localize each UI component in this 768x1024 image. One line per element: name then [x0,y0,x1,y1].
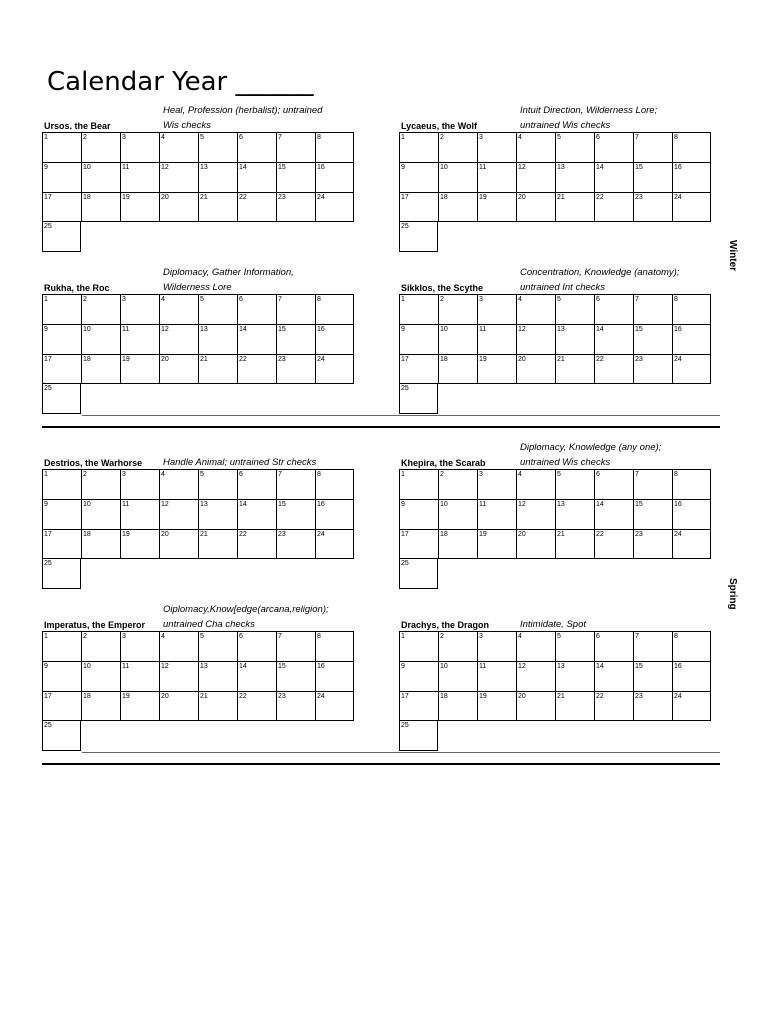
day-cell[interactable]: 21 [555,691,594,721]
skills-line-1: Intuit Direction, Wilderness Lore; [520,105,658,116]
day-cell[interactable]: 4 [159,132,198,162]
day-cell[interactable]: 12 [159,499,198,529]
day-grid [399,469,711,589]
skills-line-2: untrained Wis checks [520,120,611,131]
day-cell[interactable]: 15 [276,661,315,691]
day-cell[interactable]: 3 [120,469,159,499]
day-cell[interactable]: 5 [198,469,237,499]
skills-line-1: Diplomacy, Knowledge (any one); [520,442,662,453]
day-cell[interactable]: 8 [315,469,354,499]
god-name: Lycaeus, the Wolf [401,121,478,131]
day-cell[interactable]: 5 [555,294,594,324]
day-cell[interactable]: 5 [198,294,237,324]
day-cell[interactable]: 18 [438,354,477,384]
day-cell[interactable]: 3 [477,469,516,499]
skills-line-1: Concentration, Knowledge (anatomy); [520,267,680,278]
day-cell[interactable]: 16 [315,661,354,691]
day-cell[interactable]: 7 [276,631,315,661]
day-cell[interactable]: 4 [516,631,555,661]
day-cell[interactable]: 22 [237,529,276,559]
day-cell[interactable]: 10 [81,324,120,354]
day-cell[interactable]: 24 [672,529,711,559]
day-cell[interactable]: 18 [438,529,477,559]
day-cell[interactable]: 1 [42,631,81,661]
day-cell[interactable]: 17 [42,354,81,384]
day-cell[interactable]: 23 [633,192,672,222]
skills-line-2: Wis checks [163,120,211,131]
day-25-row [42,721,354,751]
week-row [399,631,711,661]
day-cell[interactable]: 2 [81,469,120,499]
god-name: Drachys, the Dragon [401,620,490,630]
day-cell[interactable]: 9 [399,661,438,691]
day-cell[interactable]: 7 [633,631,672,661]
day-cell[interactable]: 25 [42,222,81,252]
day-cell[interactable]: 1 [42,469,81,499]
day-cell[interactable]: 9 [399,324,438,354]
calendar-block [399,602,719,754]
skills-line-2: Wilderness Lore [163,282,232,293]
day-grid [42,294,354,414]
winter-row2-baseline [82,415,720,416]
day-cell[interactable]: 15 [276,324,315,354]
day-cell[interactable]: 8 [315,132,354,162]
god-name: Destrios, the Warhorse [44,458,143,468]
day-cell[interactable]: 24 [315,354,354,384]
day-cell[interactable]: 21 [555,192,594,222]
week-row [42,162,354,192]
day-cell[interactable]: 21 [198,354,237,384]
day-25-row [42,222,354,252]
day-cell[interactable]: 19 [477,354,516,384]
day-cell[interactable]: 21 [198,529,237,559]
day-cell[interactable]: 13 [198,162,237,192]
day-cell[interactable]: 21 [555,529,594,559]
day-cell[interactable]: 4 [516,469,555,499]
day-cell[interactable]: 23 [276,354,315,384]
day-cell[interactable]: 22 [237,192,276,222]
day-cell[interactable]: 3 [120,132,159,162]
day-cell[interactable]: 10 [438,661,477,691]
day-cell[interactable]: 8 [315,631,354,661]
day-grid [42,631,354,751]
day-cell[interactable]: 16 [672,499,711,529]
day-cell[interactable]: 11 [477,499,516,529]
day-cell[interactable]: 6 [594,469,633,499]
day-cell[interactable]: 17 [399,192,438,222]
day-cell[interactable]: 25 [42,721,81,751]
day-cell[interactable]: 15 [633,324,672,354]
calendar-block [399,265,719,417]
day-cell[interactable]: 12 [159,162,198,192]
skills-line-2: untrained Wis checks [520,457,611,468]
day-cell[interactable]: 11 [120,324,159,354]
day-cell[interactable]: 2 [81,132,120,162]
day-cell[interactable]: 6 [237,631,276,661]
week-row [399,324,711,354]
day-cell[interactable]: 1 [42,132,81,162]
day-cell[interactable]: 8 [315,294,354,324]
day-grid [399,294,711,414]
day-cell[interactable]: 5 [555,469,594,499]
day-cell[interactable]: 5 [555,132,594,162]
day-cell[interactable]: 3 [477,631,516,661]
day-cell[interactable]: 7 [276,294,315,324]
skills-line-1: Oiplomacy,Know[edge(arcana,religion); [163,604,329,615]
day-cell[interactable]: 12 [516,324,555,354]
day-cell[interactable]: 25 [399,384,438,414]
day-cell[interactable]: 17 [399,691,438,721]
day-cell[interactable]: 3 [477,132,516,162]
day-cell[interactable]: 25 [399,721,438,751]
day-cell[interactable]: 16 [315,499,354,529]
day-cell[interactable]: 7 [276,469,315,499]
week-row [42,661,354,691]
day-cell[interactable]: 20 [516,691,555,721]
day-cell[interactable]: 1 [399,631,438,661]
day-cell[interactable]: 11 [477,324,516,354]
day-grid [42,132,354,252]
calendar-block [399,440,719,592]
day-cell[interactable]: 21 [555,354,594,384]
day-cell[interactable]: 9 [42,661,81,691]
day-cell[interactable]: 16 [315,324,354,354]
skills-line-1: Heal, Profession (herbalist); untrained [163,105,323,116]
day-cell[interactable]: 18 [81,192,120,222]
day-cell[interactable]: 10 [438,162,477,192]
season-label-spring: Spring [727,578,738,610]
day-25-row [399,384,711,414]
day-cell[interactable]: 11 [120,499,159,529]
week-row [399,469,711,499]
skills-line-2: Handle Animal; untrained Str checks [163,457,317,468]
calendar-block [42,440,362,592]
day-25-row [399,222,711,252]
day-cell[interactable]: 20 [159,529,198,559]
day-cell[interactable]: 11 [120,162,159,192]
week-row [399,294,711,324]
day-cell[interactable]: 19 [120,192,159,222]
day-cell[interactable]: 4 [516,294,555,324]
day-cell[interactable]: 7 [633,469,672,499]
day-cell[interactable]: 2 [438,294,477,324]
day-cell[interactable]: 13 [555,661,594,691]
day-cell[interactable]: 5 [555,631,594,661]
god-name: Ursos. the Bear [44,121,111,131]
season-label-winter: Winter [727,240,738,272]
week-row [42,529,354,559]
day-cell[interactable]: 14 [237,499,276,529]
day-cell[interactable]: 25 [399,559,438,589]
day-grid [399,132,711,252]
day-cell[interactable]: 9 [42,324,81,354]
day-cell[interactable]: 13 [198,499,237,529]
day-cell[interactable]: 22 [237,354,276,384]
day-cell[interactable]: 18 [81,529,120,559]
day-cell[interactable]: 1 [399,469,438,499]
god-name: Rukha, the Roc [44,283,110,293]
week-row [42,324,354,354]
day-cell[interactable]: 14 [594,661,633,691]
day-cell[interactable]: 9 [399,162,438,192]
day-cell[interactable]: 17 [399,354,438,384]
day-25-row [42,559,354,589]
day-cell[interactable]: 18 [81,354,120,384]
day-cell[interactable]: 16 [315,162,354,192]
week-row [42,469,354,499]
day-cell[interactable]: 19 [477,529,516,559]
day-cell[interactable]: 20 [516,529,555,559]
day-cell[interactable]: 6 [237,132,276,162]
day-cell[interactable]: 17 [42,691,81,721]
day-cell[interactable]: 25 [42,559,81,589]
day-cell[interactable]: 13 [198,324,237,354]
day-cell[interactable]: 20 [516,354,555,384]
day-cell[interactable]: 19 [477,192,516,222]
day-cell[interactable]: 13 [555,499,594,529]
calendar-block [42,602,362,754]
day-cell[interactable]: 7 [276,132,315,162]
day-cell[interactable]: 8 [672,132,711,162]
day-cell[interactable]: 9 [42,499,81,529]
week-row [399,162,711,192]
week-row [399,691,711,721]
day-cell[interactable]: 8 [672,294,711,324]
day-cell[interactable]: 9 [42,162,81,192]
day-cell[interactable]: 3 [477,294,516,324]
day-cell[interactable]: 7 [633,294,672,324]
week-row [42,631,354,661]
day-cell[interactable]: 14 [237,324,276,354]
day-cell[interactable]: 12 [159,661,198,691]
day-cell[interactable]: 1 [399,294,438,324]
day-cell[interactable]: 22 [594,529,633,559]
week-row [399,499,711,529]
day-cell[interactable]: 16 [672,324,711,354]
day-cell[interactable]: 12 [516,499,555,529]
calendar-block [399,103,719,255]
week-row [42,294,354,324]
calendar-block [42,103,362,255]
day-cell[interactable]: 9 [399,499,438,529]
day-cell[interactable]: 12 [516,661,555,691]
day-cell[interactable]: 4 [516,132,555,162]
day-cell[interactable]: 22 [594,354,633,384]
week-row [399,529,711,559]
day-cell[interactable]: 15 [633,162,672,192]
day-cell[interactable]: 3 [120,294,159,324]
day-cell[interactable]: 2 [438,469,477,499]
god-name: Imperatus, the Emperor [44,620,146,630]
day-cell[interactable]: 22 [594,691,633,721]
day-cell[interactable]: 23 [633,691,672,721]
god-name: Khepira, the Scarab [401,458,486,468]
day-cell[interactable]: 10 [81,162,120,192]
god-name: Sikklos, the Scythe [401,283,484,293]
day-cell[interactable]: 24 [315,691,354,721]
day-cell[interactable]: 24 [315,529,354,559]
day-cell[interactable]: 8 [672,631,711,661]
day-cell[interactable]: 22 [594,192,633,222]
day-cell[interactable]: 21 [198,192,237,222]
day-cell[interactable]: 18 [81,691,120,721]
week-row [399,354,711,384]
day-cell[interactable]: 10 [438,324,477,354]
day-cell[interactable]: 20 [516,192,555,222]
week-row [399,661,711,691]
day-cell[interactable]: 6 [594,294,633,324]
day-cell[interactable]: 10 [438,499,477,529]
skills-line-2: untrained Cha checks [163,619,255,630]
day-cell[interactable]: 23 [276,192,315,222]
day-cell[interactable]: 13 [555,324,594,354]
day-cell[interactable]: 19 [120,691,159,721]
day-cell[interactable]: 22 [237,691,276,721]
day-cell[interactable]: 2 [438,132,477,162]
day-cell[interactable]: 24 [672,691,711,721]
day-cell[interactable]: 23 [633,529,672,559]
week-row [42,499,354,529]
day-cell[interactable]: 2 [81,631,120,661]
day-cell[interactable]: 15 [633,499,672,529]
page-title: Calendar Year ______ [47,67,314,97]
winter-section-divider [42,426,720,428]
day-cell[interactable]: 21 [198,691,237,721]
day-cell[interactable]: 23 [633,354,672,384]
day-cell[interactable]: 6 [594,631,633,661]
day-cell[interactable]: 12 [516,162,555,192]
day-cell[interactable]: 19 [120,354,159,384]
week-row [42,192,354,222]
day-cell[interactable]: 8 [672,469,711,499]
day-cell[interactable]: 14 [237,661,276,691]
day-cell[interactable]: 24 [315,192,354,222]
week-row [42,354,354,384]
spring-section-divider [42,763,720,765]
day-cell[interactable]: 10 [81,661,120,691]
day-cell[interactable]: 25 [399,222,438,252]
day-25-row [399,559,711,589]
day-cell[interactable]: 24 [672,192,711,222]
day-cell[interactable]: 23 [276,529,315,559]
day-cell[interactable]: 23 [276,691,315,721]
day-cell[interactable]: 13 [555,162,594,192]
day-cell[interactable]: 15 [276,162,315,192]
day-cell[interactable]: 18 [438,192,477,222]
day-cell[interactable]: 3 [120,631,159,661]
week-row [42,132,354,162]
day-cell[interactable]: 17 [399,529,438,559]
day-cell[interactable]: 6 [594,132,633,162]
day-cell[interactable]: 20 [159,691,198,721]
day-cell[interactable]: 4 [159,294,198,324]
day-cell[interactable]: 6 [237,469,276,499]
day-cell[interactable]: 1 [399,132,438,162]
day-cell[interactable]: 20 [159,192,198,222]
day-cell[interactable]: 11 [120,661,159,691]
week-row [399,192,711,222]
day-cell[interactable]: 13 [198,661,237,691]
day-cell[interactable]: 15 [276,499,315,529]
day-grid [399,631,711,751]
calendar-block [42,265,362,417]
day-cell[interactable]: 17 [42,192,81,222]
day-cell[interactable]: 14 [594,499,633,529]
week-row [42,691,354,721]
day-cell[interactable]: 10 [81,499,120,529]
day-cell[interactable]: 14 [237,162,276,192]
day-grid [42,469,354,589]
day-cell[interactable]: 4 [159,469,198,499]
day-cell[interactable]: 15 [633,661,672,691]
day-25-row [399,721,711,751]
day-cell[interactable]: 2 [81,294,120,324]
skills-line-1: Diplomacy, Gather Information, [163,267,294,278]
day-cell[interactable]: 20 [159,354,198,384]
skills-line-2: untrained Int checks [520,282,606,293]
day-cell[interactable]: 5 [198,132,237,162]
day-cell[interactable]: 6 [237,294,276,324]
day-cell[interactable]: 11 [477,661,516,691]
day-cell[interactable]: 12 [159,324,198,354]
day-cell[interactable]: 2 [438,631,477,661]
day-cell[interactable]: 5 [198,631,237,661]
day-cell[interactable]: 14 [594,162,633,192]
day-cell[interactable]: 17 [42,529,81,559]
day-cell[interactable]: 25 [42,384,81,414]
day-cell[interactable]: 14 [594,324,633,354]
day-25-row [42,384,354,414]
day-cell[interactable]: 16 [672,162,711,192]
day-cell[interactable]: 18 [438,691,477,721]
day-cell[interactable]: 19 [477,691,516,721]
skills-line-2: Intimidate, Spot [520,619,587,630]
spring-row2-baseline [82,752,720,753]
day-cell[interactable]: 16 [672,661,711,691]
day-cell[interactable]: 19 [120,529,159,559]
day-cell[interactable]: 4 [159,631,198,661]
day-cell[interactable]: 11 [477,162,516,192]
day-cell[interactable]: 7 [633,132,672,162]
day-cell[interactable]: 1 [42,294,81,324]
week-row [399,132,711,162]
day-cell[interactable]: 24 [672,354,711,384]
